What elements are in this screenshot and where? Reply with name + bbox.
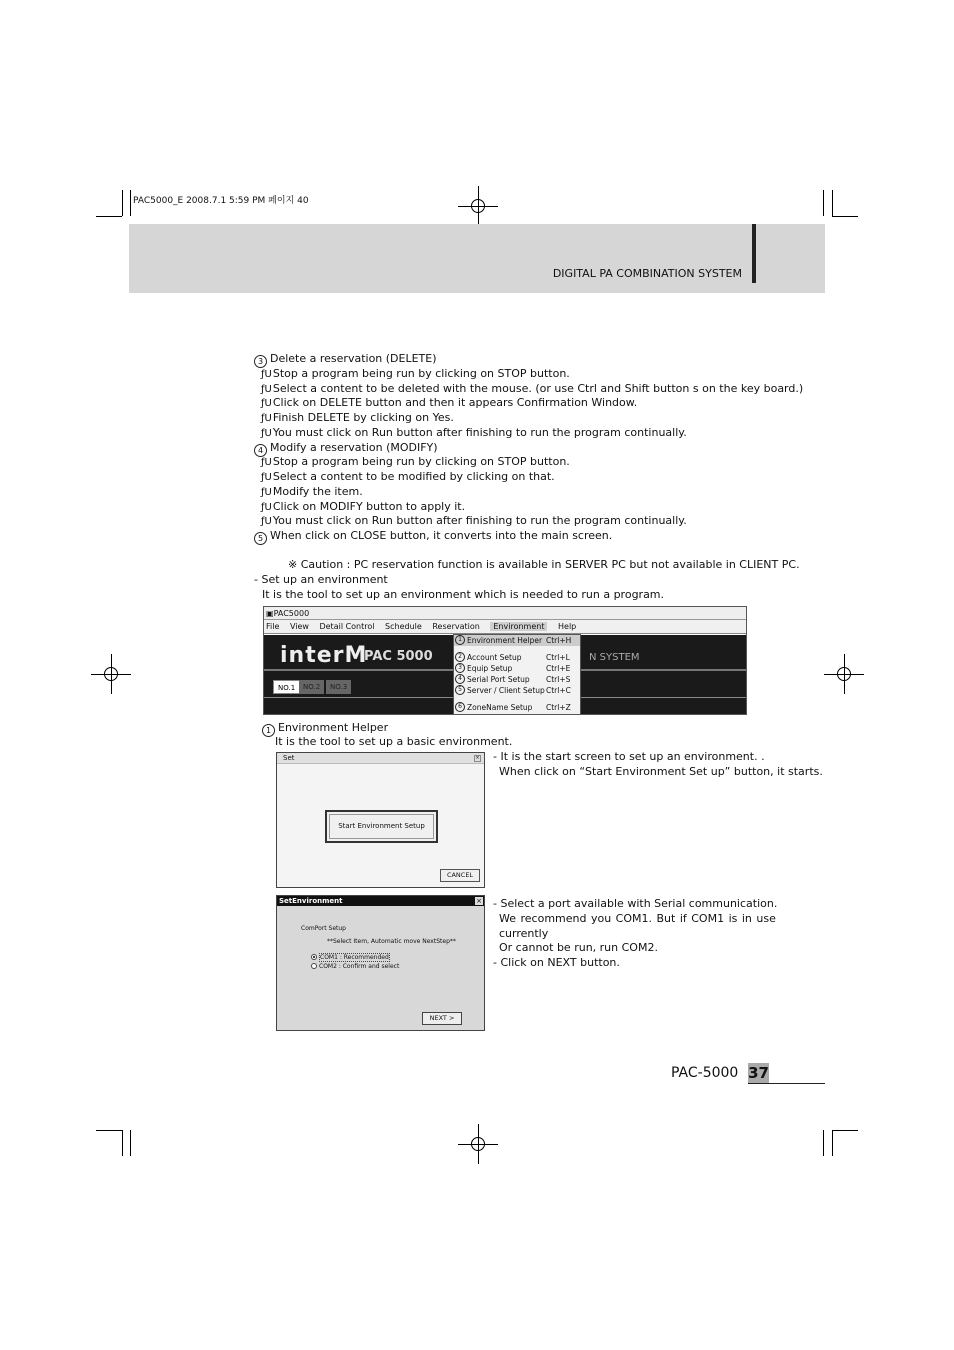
registration-mark [99,662,123,686]
list-item: ƒUClick on DELETE button and then it appears Confirmation Window. [261,396,638,409]
list-item: ƒUClick on MODIFY button to apply it. [261,500,466,513]
bullet-glyph: ƒU [261,413,272,424]
dialog2-desc-2: We recommend you COM1. But if COM1 is in use [499,912,776,925]
radio-com2[interactable]: COM2 : Confirm and select [311,963,399,970]
crop-mark [832,190,833,216]
close-icon[interactable]: × [475,755,480,761]
tab-no1[interactable]: NO.1 [273,680,300,694]
list-item: ƒUYou must click on Run button after finishing to run the program continually. [261,426,687,439]
bullet-glyph: ƒU [261,516,272,527]
app-titlebar: ▣PAC5000 [264,607,746,620]
dialog1-desc-2: When click on “Start Environment Set up” button, it starts. [499,765,823,778]
list-item: ƒUSelect a content to be modified by clicking on that. [261,470,555,483]
bullet-glyph: ƒU [261,428,272,439]
helper-heading: 1 Environment Helper [262,721,388,737]
list-item: ƒUStop a program being run by clicking on STOP button. [261,455,570,468]
app-menubar [264,620,746,634]
app-icon: ▣ [266,609,274,618]
hint-text: **Select Item, Automatic move NextStep** [327,938,456,945]
number-icon: 2 [455,652,465,662]
crop-mark [832,216,858,217]
crop-mark [96,216,122,217]
menu-item-account-setup[interactable]: 2 Account Setup Ctrl+L [454,652,580,663]
radio-icon [311,954,317,960]
page-number: 37 [748,1064,769,1082]
dialog2-desc-3: currently [499,927,549,940]
start-environment-setup-button[interactable]: Start Environment Setup [325,810,438,843]
menu-item-server-client-setup[interactable]: 5 Server / Client Setup Ctrl+C [454,685,580,696]
menu-help[interactable]: Help [558,622,577,631]
menu-file[interactable]: File [266,622,280,631]
registration-mark [466,1132,490,1156]
crop-mark [832,1130,833,1156]
set-dialog-screenshot [276,752,485,888]
print-slug: PAC5000_E 2008.7.1 5:59 PM 페이지 40 [133,196,309,206]
menu-item-environment-helper[interactable]: 1 Environment Helper Ctrl+H [454,635,580,646]
menu-schedule[interactable]: Schedule [385,622,422,631]
header-title: DIGITAL PA COMBINATION SYSTEM [552,267,742,280]
registration-mark [466,194,490,218]
list-item: ƒUStop a program being run by clicking on STOP button. [261,367,570,380]
number-icon: 6 [455,702,465,712]
menu-environment[interactable]: Environment [490,622,547,631]
tab-no2[interactable]: NO.2 [299,680,324,694]
close-heading: 5 When click on CLOSE button, it converts into the main screen. [254,529,612,545]
number-icon: 3 [455,663,465,673]
dialog2-desc-1: - Select a port available with Serial communication. [493,897,778,910]
crop-mark [130,190,131,216]
bullet-glyph: ƒU [261,398,272,409]
helper-desc: It is the tool to set up a basic environment. [275,735,513,748]
crop-mark [823,190,824,216]
list-item: ƒUYou must click on Run button after finishing to run the program continually. [261,514,687,527]
list-item: ƒUSelect a content to be deleted with the mouse. (or use Ctrl and Shift button s on the key board.) [261,382,804,395]
step-number-icon: 1 [262,724,275,737]
header-band [129,224,825,293]
close-icon[interactable]: × [476,897,482,905]
bullet-glyph: ƒU [261,472,272,483]
menu-item-zonename-setup[interactable]: 6 ZoneName Setup Ctrl+Z [454,702,580,713]
header-accent-bar [752,224,756,283]
menu-reservation[interactable]: Reservation [432,622,480,631]
crop-mark [96,1130,122,1131]
step-number-icon: 5 [254,532,267,545]
step-number-icon: 4 [254,444,267,457]
menu-detail-control[interactable]: Detail Control [319,622,375,631]
product-name: PAC 5000 [364,649,433,664]
modify-title: Modify a reservation (MODIFY) [270,441,438,454]
cancel-button[interactable]: CANCEL [440,869,480,882]
footer-rule [748,1083,825,1084]
crop-mark [122,190,123,216]
crop-mark [823,1130,824,1156]
radio-icon [311,963,317,969]
dialog-title: Set [277,753,484,764]
crop-mark [832,1130,858,1131]
dialog2-desc-4: Or cannot be run, run COM2. [499,941,658,954]
bullet-glyph: ƒU [261,487,272,498]
list-item: ƒUFinish DELETE by clicking on Yes. [261,411,454,424]
bullet-glyph: ƒU [261,369,272,380]
number-icon: 1 [455,635,465,645]
menu-item-equip-setup[interactable]: 3 Equip Setup Ctrl+E [454,663,580,674]
menu-view[interactable]: View [289,622,309,631]
bullet-glyph: ƒU [261,384,272,395]
delete-title: Delete a reservation (DELETE) [270,352,437,365]
delete-heading [254,352,437,368]
setenvironment-dialog-screenshot [276,895,485,1031]
next-button[interactable]: NEXT > [422,1012,462,1025]
number-icon: 4 [455,674,465,684]
number-icon: 5 [455,685,465,695]
crop-mark [122,1130,123,1156]
dialog2-desc-5: - Click on NEXT button. [493,956,620,969]
step-number-icon: 3 [254,355,267,368]
system-text: N SYSTEM [589,652,640,663]
bullet-glyph: ƒU [261,502,272,513]
tab-no3[interactable]: NO.3 [326,680,351,694]
crop-mark [130,1130,131,1156]
radio-com1[interactable]: COM1 : Recommended [311,954,390,961]
brand-logo: interM [280,643,368,668]
app-window-screenshot [263,606,747,715]
bullet-glyph: ƒU [261,457,272,468]
environment-dropdown [453,634,581,715]
list-item: ƒUModify the item. [261,485,363,498]
environment-heading: - Set up an environment [254,573,388,586]
comport-setup-label: ComPort Setup [301,925,346,932]
dialog-title: SetEnvironment [277,896,484,906]
environment-desc: It is the tool to set up an environment which is needed to run a program. [262,588,665,601]
menu-item-serial-port-setup[interactable]: 4 Serial Port Setup Ctrl+S [454,674,580,685]
dialog1-desc-1: - It is the start screen to set up an environment. . [493,750,765,763]
footer-model: PAC-5000 [671,1065,739,1081]
registration-mark [832,662,856,686]
caution-note: ※ Caution : PC reservation function is available in SERVER PC but not available in CLIENT PC. [288,558,800,571]
